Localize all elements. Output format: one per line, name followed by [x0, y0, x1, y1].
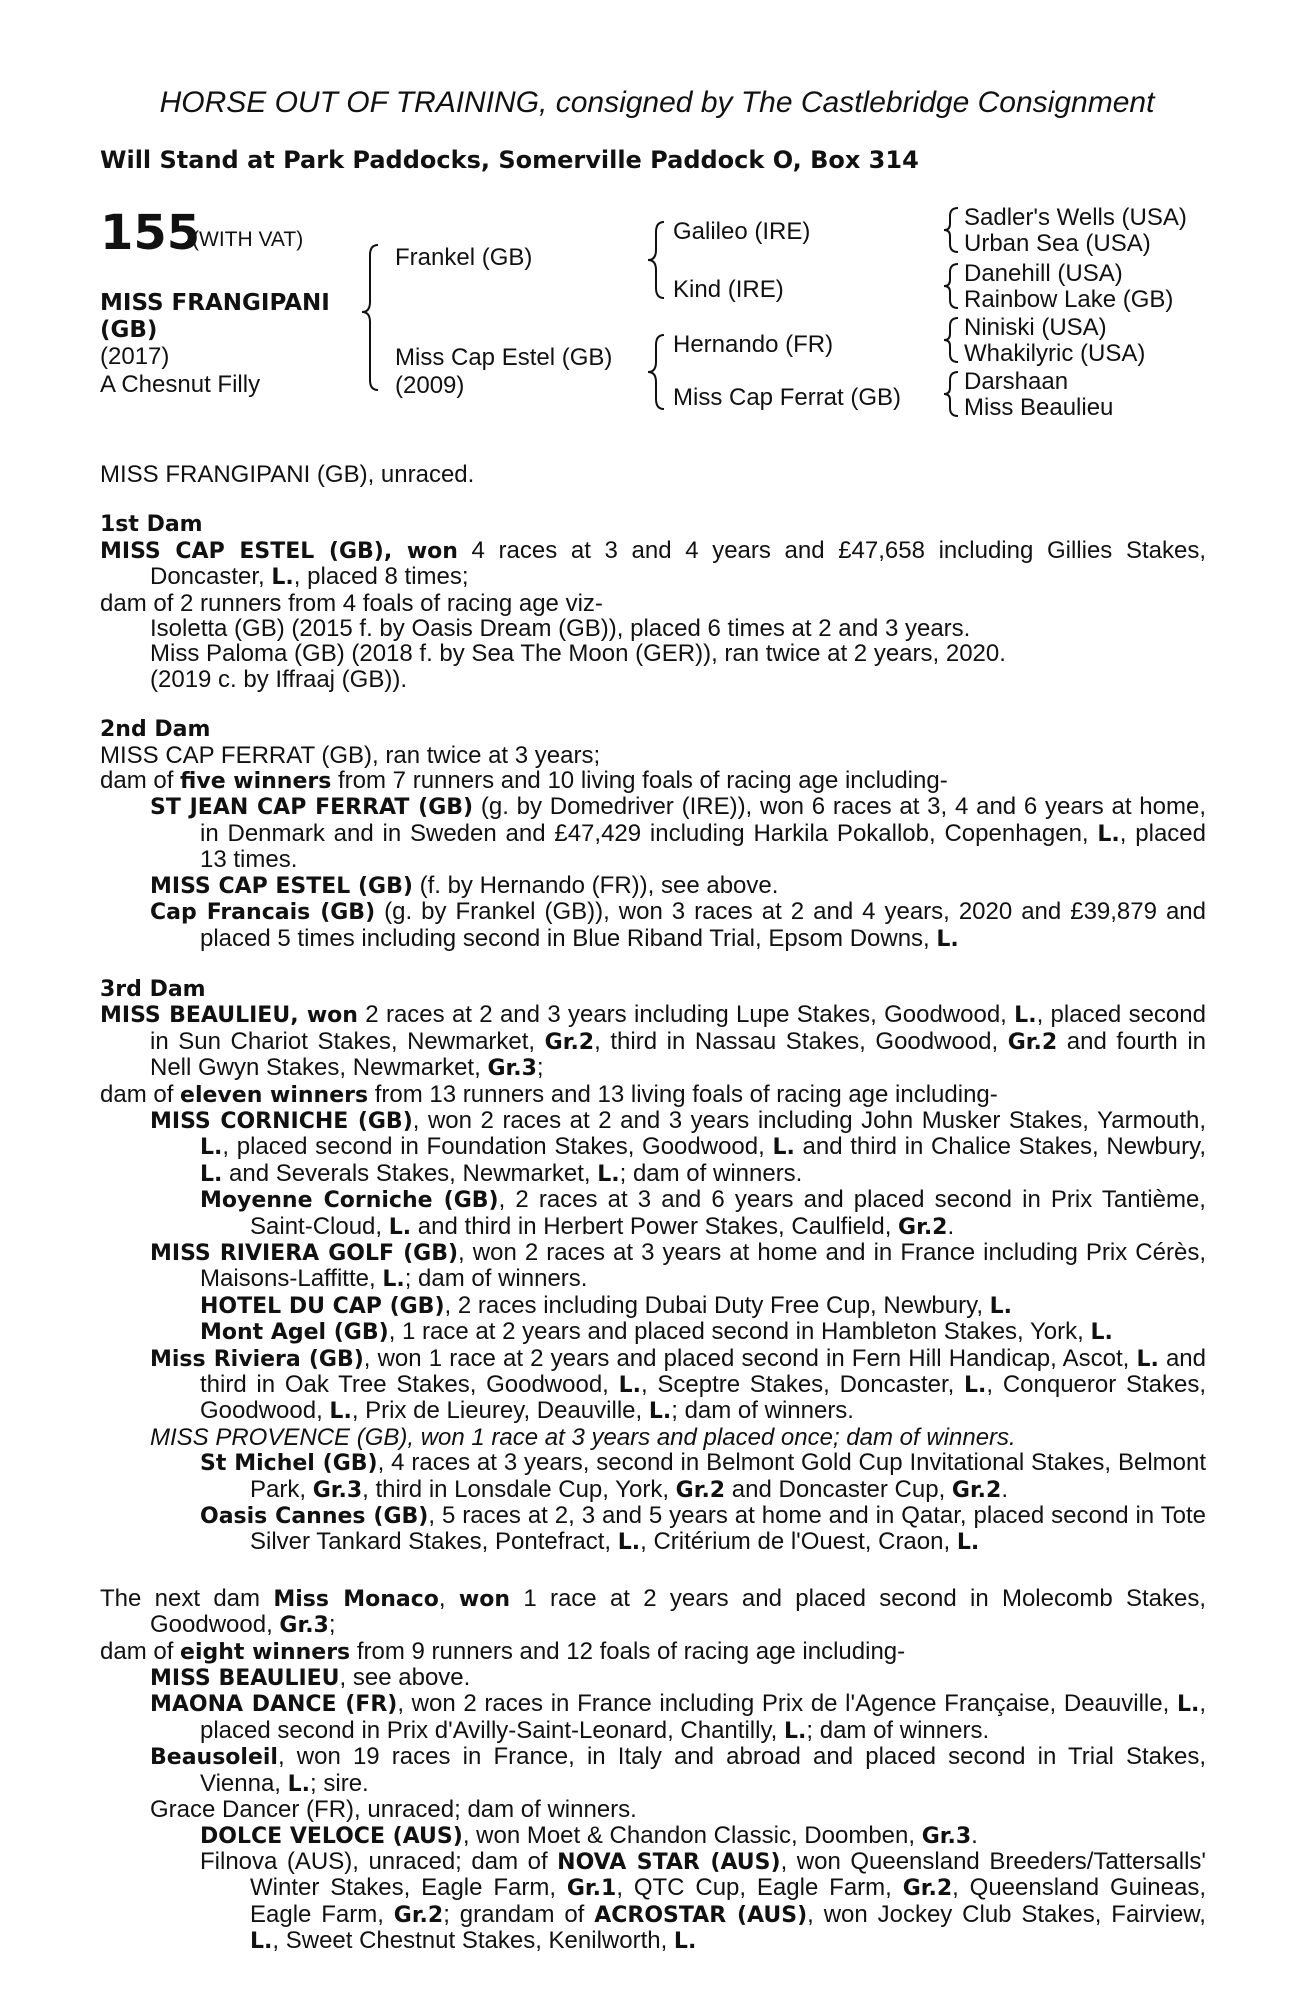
produce-oasis-cannes: Oasis Cannes (GB), 5 races at 2, 3 and 5 years at home and in Qatar, placed second in Tote Silver Tankard Stakes, Pontefract, L., Critérium de l'Ouest, Craon, L.: [200, 1502, 1206, 1556]
ped-sds: Danehill (USA): [964, 260, 1123, 287]
brace-gen3-1: [944, 208, 958, 252]
vat-note: (WITH VAT): [192, 228, 304, 251]
produce-miss-paloma: Miss Paloma (GB) (2018 f. by Sea The Moon (GER)), ran twice at 2 years, 2020.: [150, 640, 1006, 668]
ped-ddd: Miss Beaulieu: [964, 394, 1114, 421]
brace-gen3-3: [944, 318, 958, 362]
horse-name: MISS FRANGIPANI: [100, 290, 330, 316]
dam-year: (2009): [395, 372, 465, 399]
ped-sss: Sadler's Wells (USA): [964, 204, 1187, 231]
produce-miss-riviera-golf: MISS RIVIERA GOLF (GB), won 2 races at 3 years at home and in France including Prix Cérès, Maisons-Laffitte, L.; dam of winners.: [150, 1238, 1206, 1293]
second-dam-produce-summary: dam of five winners from 7 runners and 10 living foals of racing age including-: [100, 767, 948, 795]
horse-description: A Chesnut Filly: [100, 371, 261, 398]
first-dam-heading: 1st Dam: [100, 512, 203, 538]
produce-2019-colt: (2019 c. by Iffraaj (GB)).: [150, 665, 407, 693]
produce-moyenne-corniche: Moyenne Corniche (GB), 2 races at 3 and 6 years and placed second in Prix Tantième, Saint-Cloud, L. and third in Herbert Power Stakes, Caulfield, Gr.2.: [200, 1186, 1206, 1240]
produce-st-michel: St Michel (GB), 4 races at 3 years, second in Belmont Gold Cup Invitational Stakes, Belmont Park, Gr.3, third in Lonsdale Cup, York, Gr.2 and Doncaster Cup, Gr.2.: [200, 1449, 1207, 1503]
produce-hotel-du-cap: HOTEL DU CAP (GB), 2 races including Dubai Duty Free Cup, Newbury, L.: [200, 1291, 1013, 1319]
dam-name: Miss Cap Estel (GB): [395, 344, 613, 371]
sire-dam: Kind (IRE): [673, 276, 784, 303]
ped-dsd: Whakilyric (USA): [964, 340, 1146, 367]
ped-dss: Niniski (USA): [964, 314, 1107, 341]
third-dam-record: MISS BEAULIEU, won 2 races at 2 and 3 years including Lupe Stakes, Goodwood, L., placed second in Sun Chariot Stakes, Newmarket, Gr.2, third in Nassau Stakes, Goodwood, Gr.2 and fourth in Nell Gwyn Stakes, Newmarket, Gr.3;: [100, 1001, 1206, 1082]
third-dam-produce-summary: dam of eleven winners from 13 runners and 13 living foals of racing age including-: [100, 1080, 998, 1108]
third-dam-heading: 3rd Dam: [100, 976, 206, 1002]
dam-sire: Hernando (FR): [673, 331, 834, 358]
produce-isoletta: Isoletta (GB) (2015 f. by Oasis Dream (GB)), placed 6 times at 2 and 3 years.: [150, 615, 971, 643]
first-dam-record: MISS CAP ESTEL (GB), won 4 races at 3 and 4 years and £47,658 including Gillies Stakes, Doncaster, L., placed 8 times;: [100, 536, 1206, 591]
produce-miss-beaulieu: MISS BEAULIEU, see above.: [150, 1664, 471, 1692]
produce-dolce-veloce: DOLCE VELOCE (AUS), won Moet & Chandon Classic, Doomben, Gr.3.: [200, 1821, 978, 1849]
second-dam-record: MISS CAP FERRAT (GB), ran twice at 3 years;: [100, 741, 601, 769]
ped-sdd: Rainbow Lake (GB): [964, 286, 1174, 313]
produce-mont-agel: Mont Agel (GB), 1 race at 2 years and placed second in Hambleton Stakes, York, L.: [200, 1318, 1113, 1346]
produce-st-jean-cap-ferrat: ST JEAN CAP FERRAT (GB) (g. by Domedriver (IRE)), won 6 races at 3, 4 and 6 years at home, in Denmark and in Sweden and £47,429 including Harkila Pokallob, Copenhagen, L., placed 13 times.: [150, 793, 1207, 874]
lot-number: 155: [100, 205, 201, 261]
first-dam-produce-summary: dam of 2 runners from 4 foals of racing age viz-: [100, 589, 603, 617]
produce-filnova: Filnova (AUS), unraced; dam of NOVA STAR (AUS), won Queensland Breeders/Tattersalls' Winter Stakes, Eagle Farm, Gr.1, QTC Cup, Eagle Farm, Gr.2, Queensland Guineas, Eagle Farm, Gr.2; grandam of ACROSTAR (AUS), won Jockey Club Stakes, Fairview, L., Sweet Chestnut Stakes, Kenilworth, L.: [200, 1847, 1207, 1955]
next-dam-record: The next dam Miss Monaco, won 1 race at 2 years and placed second in Molecomb Stakes, Goodwood, Gr.3;: [100, 1584, 1207, 1639]
dam-dam: Miss Cap Ferrat (GB): [673, 384, 902, 411]
produce-miss-cap-estel: MISS CAP ESTEL (GB) (f. by Hernando (FR)), see above.: [150, 871, 779, 899]
brace-gen3-2: [944, 264, 958, 308]
intro-line: MISS FRANGIPANI (GB), unraced.: [100, 461, 475, 488]
next-dam-produce-summary: dam of eight winners from 9 runners and 12 foals of racing age including-: [100, 1637, 906, 1665]
stand-location: Will Stand at Park Paddocks, Somerville Paddock O, Box 314: [100, 146, 919, 174]
horse-country: (GB): [100, 317, 158, 343]
catalogue-body: [100, 462, 1206, 1955]
sire-name: Frankel (GB): [395, 244, 533, 271]
produce-miss-provence: MISS PROVENCE (GB), won 1 race at 3 years and placed once; dam of winners.: [150, 1423, 1016, 1451]
produce-cap-francais: Cap Francais (GB) (g. by Frankel (GB)), won 3 races at 2 and 4 years, 2020 and £39,879 and placed 5 times including second in Blue Riband Trial, Epsom Downs, L.: [150, 898, 1207, 952]
produce-maona-dance: MAONA DANCE (FR), won 2 races in France including Prix de l'Agence Française, Deauville, L., placed second in Prix d'Avilly-Saint-Leonard, Chantilly, L.; dam of winners.: [150, 1690, 1206, 1744]
produce-grace-dancer: Grace Dancer (FR), unraced; dam of winners.: [150, 1796, 637, 1824]
brace-gen2-sire: [648, 222, 664, 298]
brace-gen2-dam: [648, 335, 664, 409]
second-dam-heading: 2nd Dam: [100, 717, 211, 743]
horse-year: (2017): [100, 343, 170, 370]
produce-miss-corniche: MISS CORNICHE (GB), won 2 races at 2 and 3 years including John Musker Stakes, Yarmouth, L., placed second in Foundation Stakes, Goodwood, L. and third in Chalice Stakes, Newbury, L. and Severals Stakes, Newmarket, L.; dam of winners.: [150, 1106, 1206, 1187]
sire-sire: Galileo (IRE): [673, 218, 811, 245]
brace-gen3-4: [944, 372, 958, 416]
ped-ssd: Urban Sea (USA): [964, 230, 1151, 257]
produce-miss-riviera: Miss Riviera (GB), won 1 race at 2 years and placed second in Fern Hill Handicap, Ascot, L. and third in Oak Tree Stakes, Goodwood, L., Sceptre Stakes, Doncaster, L., Conqueror Stakes, Goodwood, L., Prix de Lieurey, Deauville, L.; dam of winners.: [150, 1344, 1206, 1425]
page-title: HORSE OUT OF TRAINING, consigned by The Castlebridge Consignment: [159, 86, 1155, 119]
ped-dds: Darshaan: [964, 368, 1069, 395]
brace-gen1: [362, 245, 378, 390]
produce-beausoleil: Beausoleil, won 19 races in France, in Italy and abroad and placed second in Trial Stakes, Vienna, L.; sire.: [150, 1743, 1206, 1797]
